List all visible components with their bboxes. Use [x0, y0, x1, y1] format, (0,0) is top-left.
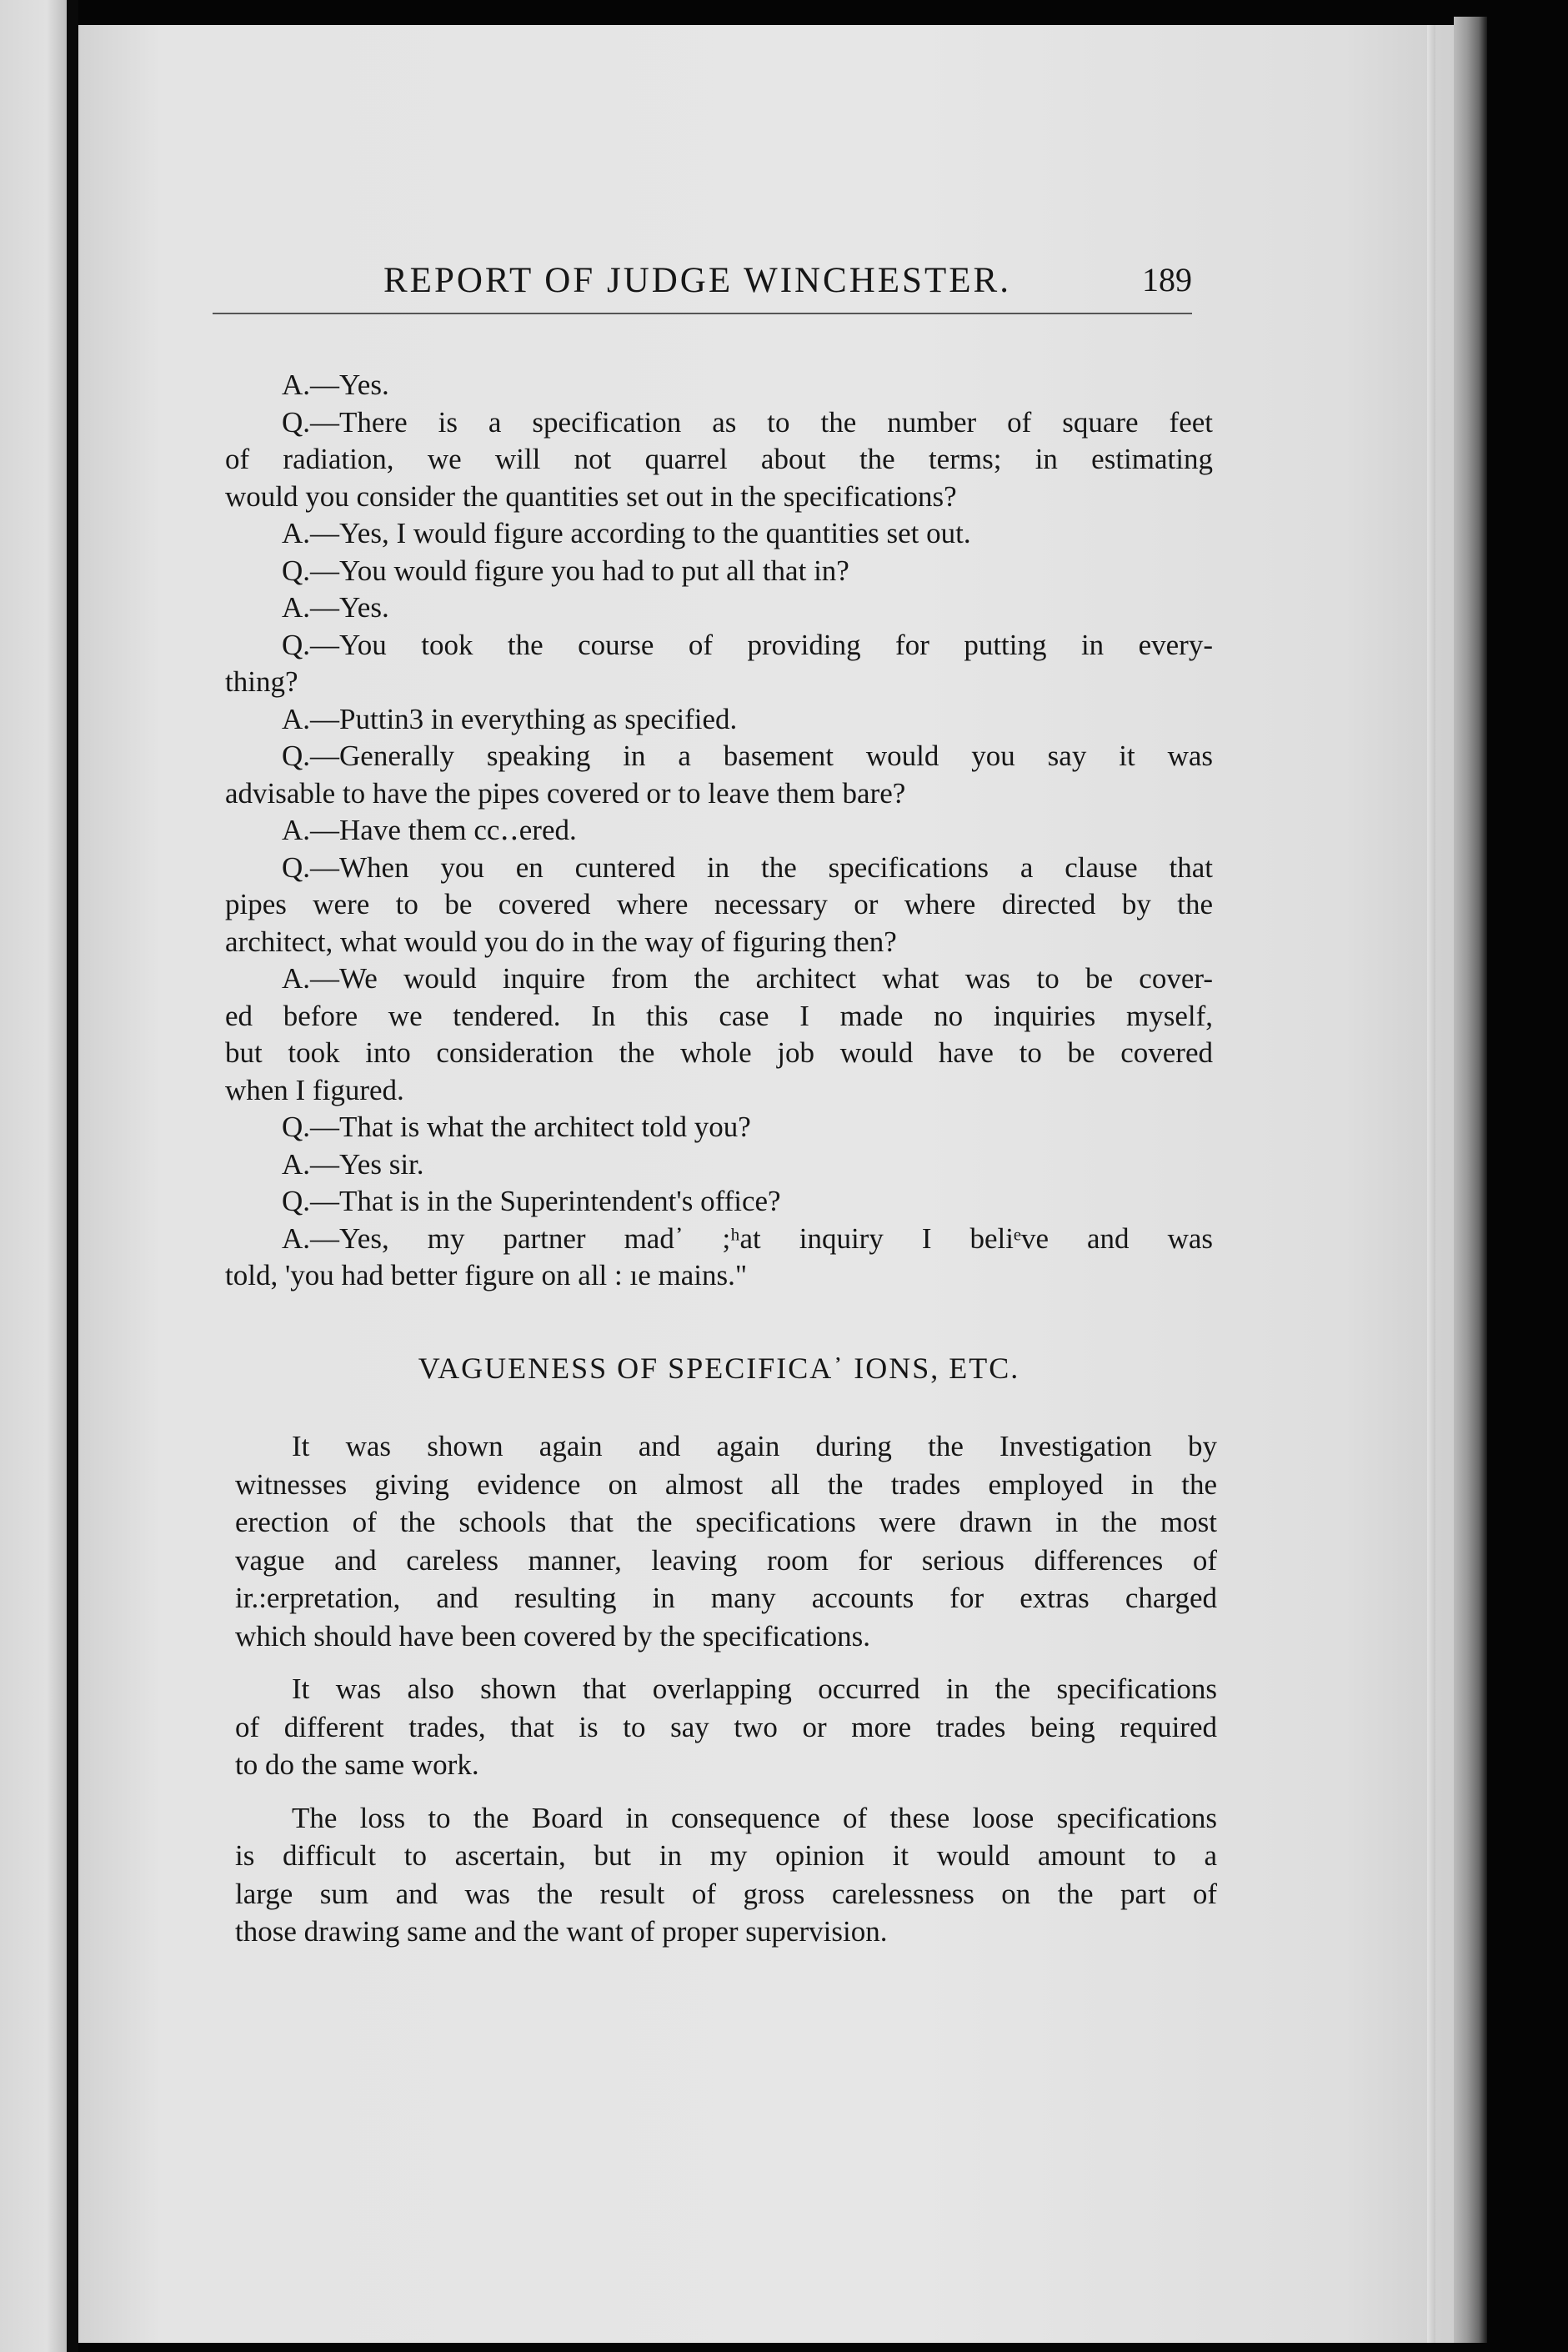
testimony-line: A.—Yes sir.	[282, 1147, 424, 1181]
paragraph	[235, 1799, 1217, 1951]
testimony-line: Q.—There is a specification as to the number of square feet	[282, 405, 1213, 439]
testimony-line: A.—Yes, my partner mad᾿ ;ʰat inquiry I beliᵉve and was	[282, 1221, 1213, 1255]
testimony-line: pipes were to be covered where necessary or where directed by the	[225, 888, 1213, 920]
testimony-line: ed before we tendered. In this case I made no inquiries myself,	[225, 999, 1213, 1032]
testimony-line: A.—Yes.	[282, 591, 389, 624]
testimony-line: Q.—That is in the Superintendent's office?	[282, 1185, 781, 1217]
paragraph-line: witnesses giving evidence on almost all the trades employed in the	[235, 1467, 1217, 1501]
testimony-line: Q.—When you en cuntered in the specifications a clause that	[282, 850, 1213, 884]
testimony-line: architect, what would you do in the way of figuring then?	[225, 925, 897, 958]
testimony-line: A.—We would inquire from the architect what was to be cover-	[282, 962, 1213, 995]
testimony-line: A.—Puttin3 in everything as specified.	[282, 702, 738, 735]
testimony-line: would you consider the quantities set out in the specifications?	[225, 479, 957, 513]
paragraph	[235, 1670, 1217, 1784]
paragraph	[235, 1427, 1217, 1655]
book-gutter	[67, 0, 78, 2352]
testimony-line: Q.—That is what the architect told you?	[282, 1111, 751, 1143]
testimony-line: A.—Yes, I would figure according to the quantities set out.	[282, 517, 971, 549]
running-header	[213, 260, 1192, 327]
paragraph-line: those drawing same and the want of proper supervision.	[235, 1915, 888, 1948]
header-rule	[213, 313, 1192, 314]
paragraph-gap	[235, 1784, 1217, 1799]
testimony-line: of radiation, we will not quarrel about the terms; in estimating	[225, 443, 1213, 475]
paragraph-line: of different trades, that is to say two or more trades being required	[235, 1710, 1217, 1743]
paragraph-line: vague and careless manner, leaving room for serious differences of	[235, 1543, 1217, 1577]
testimony-line: when I figured.	[225, 1073, 404, 1106]
page-number: 189	[1142, 261, 1192, 298]
testimony-line: Q.—You would figure you had to put all that in?	[282, 554, 849, 587]
testimony-line: Q.—Generally speaking in a basement would you say it was	[282, 740, 1213, 772]
running-title: REPORT OF JUDGE WINCHESTER.	[383, 261, 1011, 300]
paragraph-line: It was shown again and again during the Investigation by	[292, 1430, 1217, 1462]
testimony-line: Q.—You took the course of providing for putting in every-	[282, 628, 1213, 661]
paragraph-line: The loss to the Board in consequence of these loose specifications	[292, 1801, 1217, 1834]
testimony-line: but took into consideration the whole job would have to be covered	[225, 1036, 1213, 1069]
narrative-block	[235, 1427, 1217, 1951]
testimony-line: A.—Have them cc‥ered.	[282, 814, 577, 846]
paragraph-line: It was also shown that overlapping occurred in the specifications	[292, 1672, 1217, 1705]
testimony-line: advisable to have the pipes covered or to leave them bare?	[225, 776, 906, 810]
paragraph-line: large sum and was the result of gross carelessness on the part of	[235, 1877, 1217, 1910]
facing-page-edge	[0, 0, 67, 2352]
testimony-line: told, 'you had better figure on all : ıe mains."	[225, 1259, 748, 1291]
paragraph-line: erection of the schools that the specifications were drawn in the most	[235, 1506, 1217, 1538]
paragraph-line: to do the same work.	[235, 1748, 479, 1781]
paragraph-gap	[235, 1655, 1217, 1670]
paragraph-line: is difficult to ascertain, but in my opinion it would amount to a	[235, 1839, 1217, 1872]
section-heading: VAGUENESS OF SPECIFICA᾿ IONS, ETC.	[418, 1352, 1020, 1385]
page-stack-edge	[1454, 17, 1487, 2343]
testimony-line: A.—Yes.	[282, 369, 389, 401]
testimony-block	[225, 367, 1213, 1295]
page-fore-edge	[1427, 25, 1435, 2343]
testimony-line: thing?	[225, 665, 298, 698]
paragraph-line: which should have been covered by the specifications.	[235, 1619, 870, 1652]
paragraph-line: ir.:erpretation, and resulting in many accounts for extras charged	[235, 1582, 1217, 1614]
